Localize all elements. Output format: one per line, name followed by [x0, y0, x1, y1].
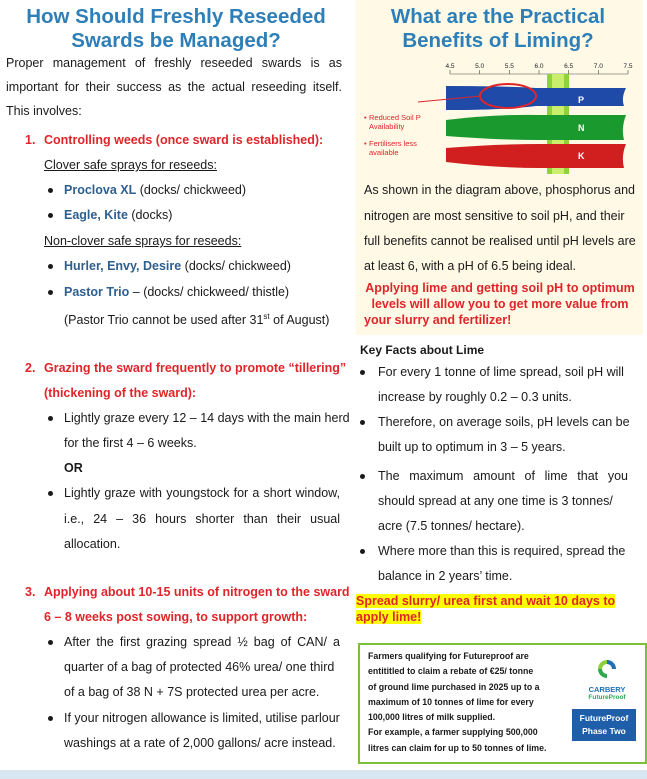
nitrogen-item-1-line2: quarter of a bag of protected 46% urea/ one third	[64, 660, 335, 674]
fact-3-line3: acre (7.5 tonnes/ hectare).	[378, 519, 525, 533]
section-3-number: 3.	[25, 585, 36, 599]
ph-tick-label: 4.5	[445, 63, 455, 70]
clover-safe-label: Clover safe sprays for reseeds:	[44, 158, 217, 172]
nitrogen-item-2-line1: If your nitrogen allowance is limited, utilise parlour	[64, 711, 340, 725]
intro-paragraph: Proper management of freshly reseeded swards is as important for their success as the actual reseeding itself. This involves:	[6, 56, 342, 118]
section-2-heading-line2: (thickening of the sward):	[44, 386, 197, 400]
bullet-dot	[360, 549, 365, 554]
section-1-number: 1.	[25, 133, 36, 147]
section-2-heading-line1: Grazing the sward frequently to promote “tillering”	[44, 361, 347, 375]
spray-item-eagle-kite: Eagle, Kite (docks)	[64, 208, 173, 222]
section-3-heading-line1: Applying about 10-15 units of nitrogen to the sward	[44, 585, 350, 599]
fact-1-line1: For every 1 tonne of lime spread, soil pH will	[378, 365, 624, 379]
section-3-heading-line2: 6 – 8 weeks post sowing, to support growth:	[44, 610, 308, 624]
highlight-callout: Spread slurry/ urea first and wait 10 days to apply lime!	[356, 594, 616, 624]
grazing-item-2-line1: Lightly graze with youngstock for a short window,	[64, 486, 340, 500]
ph-tick-label: 6.5	[564, 63, 574, 70]
nitrogen-item-1-line3: of a bag of 38 N + 7S protected urea per acre.	[64, 685, 320, 699]
note-reduced-p: Reduced Soil P Availability	[369, 113, 421, 131]
ph-tick-label: 5.0	[475, 63, 485, 70]
fact-4-line2: balance in 2 years’ time.	[378, 569, 513, 583]
bar-label-n: N	[578, 123, 585, 133]
note-fertilisers: Fertilisers less available	[369, 139, 417, 157]
bullet-dot	[48, 264, 53, 269]
diagram-explanation-line4: at least 6, with a pH of 6.5 being ideal.	[364, 259, 576, 273]
pastor-trio-note: (Pastor Trio cannot be used after 31st of August)	[64, 312, 330, 328]
fact-3-line2: should spread at any one time is 3 tonnes/	[378, 494, 613, 508]
bullet-dot	[48, 213, 53, 218]
grazing-item-2-line3: allocation.	[64, 537, 121, 551]
diagram-explanation-line3: full benefits cannot be realised until pH levels are	[364, 234, 636, 248]
futureproof-logo-text: FutureProof	[588, 694, 626, 701]
ph-availability-diagram	[356, 58, 643, 176]
fact-4-line1: Where more than this is required, spread the	[378, 544, 626, 558]
bullet-dot	[360, 370, 365, 375]
nitrogen-item-2-line2: washings at a rate of 2,000 gallons/ acre instead.	[64, 736, 336, 750]
diagram-explanation-line1: As shown in the diagram above, phosphorus and	[364, 183, 636, 197]
ph-tick-label: 6.0	[534, 63, 544, 70]
rebate-text: Farmers qualifying for Futureproof are entititled to claim a rebate of €25/ tonne of ground lime purchased in 2025 up to a maximum of 10 tonnes of lime for every 100,000 litres of milk supplied. For example, a farmer supplying 500,000 litres can claim for up to 50 tonnes of lime.	[368, 651, 547, 753]
key-facts-title: Key Facts about Lime	[360, 343, 485, 357]
footer-bar	[0, 770, 647, 779]
nitrogen-bar	[446, 115, 626, 140]
grazing-item-1-line2: for the first 4 – 6 weeks.	[64, 436, 197, 450]
lime-value-statement: Applying lime and getting soil pH to optimum levels will allow you to get more value from your slurry and fertilizer!	[364, 281, 635, 327]
futureproof-phase-badge: FutureProof Phase Two	[572, 709, 636, 741]
bullet-dot	[48, 416, 53, 421]
potassium-bar	[446, 144, 626, 168]
bar-label-k: K	[578, 151, 585, 161]
bullet-dot	[360, 420, 365, 425]
fact-3-line1: The maximum amount of lime that you	[378, 469, 628, 483]
bullet-dot	[48, 716, 53, 721]
section-2-number: 2.	[25, 361, 36, 375]
fact-2-line1: Therefore, on average soils, pH levels can be	[378, 415, 630, 429]
carbery-logo-text: CARBERY	[588, 685, 626, 694]
diagram-explanation-line2: nitrogen are most sensitive to soil pH, and their	[364, 209, 625, 223]
bar-label-p: P	[578, 95, 585, 105]
grazing-item-2-line2: i.e., 24 – 36 hours shorter than their usual	[64, 512, 340, 526]
bullet-dot	[48, 491, 53, 496]
ph-tick-label: 5.5	[504, 63, 514, 70]
ph-tick-label: 7.5	[623, 63, 633, 70]
fact-2-line2: built up to optimum in 3 – 5 years.	[378, 440, 566, 454]
note-reduced-p-bullet: •	[364, 113, 367, 122]
spray-item-hurler: Hurler, Envy, Desire (docks/ chickweed)	[64, 259, 291, 273]
ph-tick-label: 7.0	[593, 63, 603, 70]
bullet-dot	[48, 188, 53, 193]
bullet-dot	[48, 290, 53, 295]
grazing-item-1-line1: Lightly graze every 12 – 14 days with the main herd	[64, 411, 350, 425]
note-fertilisers-bullet: •	[364, 139, 367, 148]
bullet-dot	[360, 474, 365, 479]
carbery-logo-icon	[594, 657, 620, 681]
spray-item-pastor-trio: Pastor Trio – (docks/ chickweed/ thistle)	[64, 285, 290, 299]
left-title: How Should Freshly Reseeded Swards be Managed?	[26, 5, 326, 52]
fact-1-line2: increase by roughly 0.2 – 0.3 units.	[378, 390, 572, 404]
or-label: OR	[64, 461, 83, 475]
futureproof-rebate-box	[358, 643, 647, 764]
spray-item-proclova: Proclova XL (docks/ chickweed)	[64, 183, 247, 197]
non-clover-safe-label: Non-clover safe sprays for reseeds:	[44, 234, 242, 248]
nitrogen-item-1-line1: After the first grazing spread ½ bag of CAN/ a	[64, 635, 340, 649]
right-title: What are the Practical Benefits of Liming?	[390, 5, 606, 52]
bullet-dot	[48, 640, 53, 645]
section-1-heading: Controlling weeds (once sward is established):	[44, 133, 324, 147]
